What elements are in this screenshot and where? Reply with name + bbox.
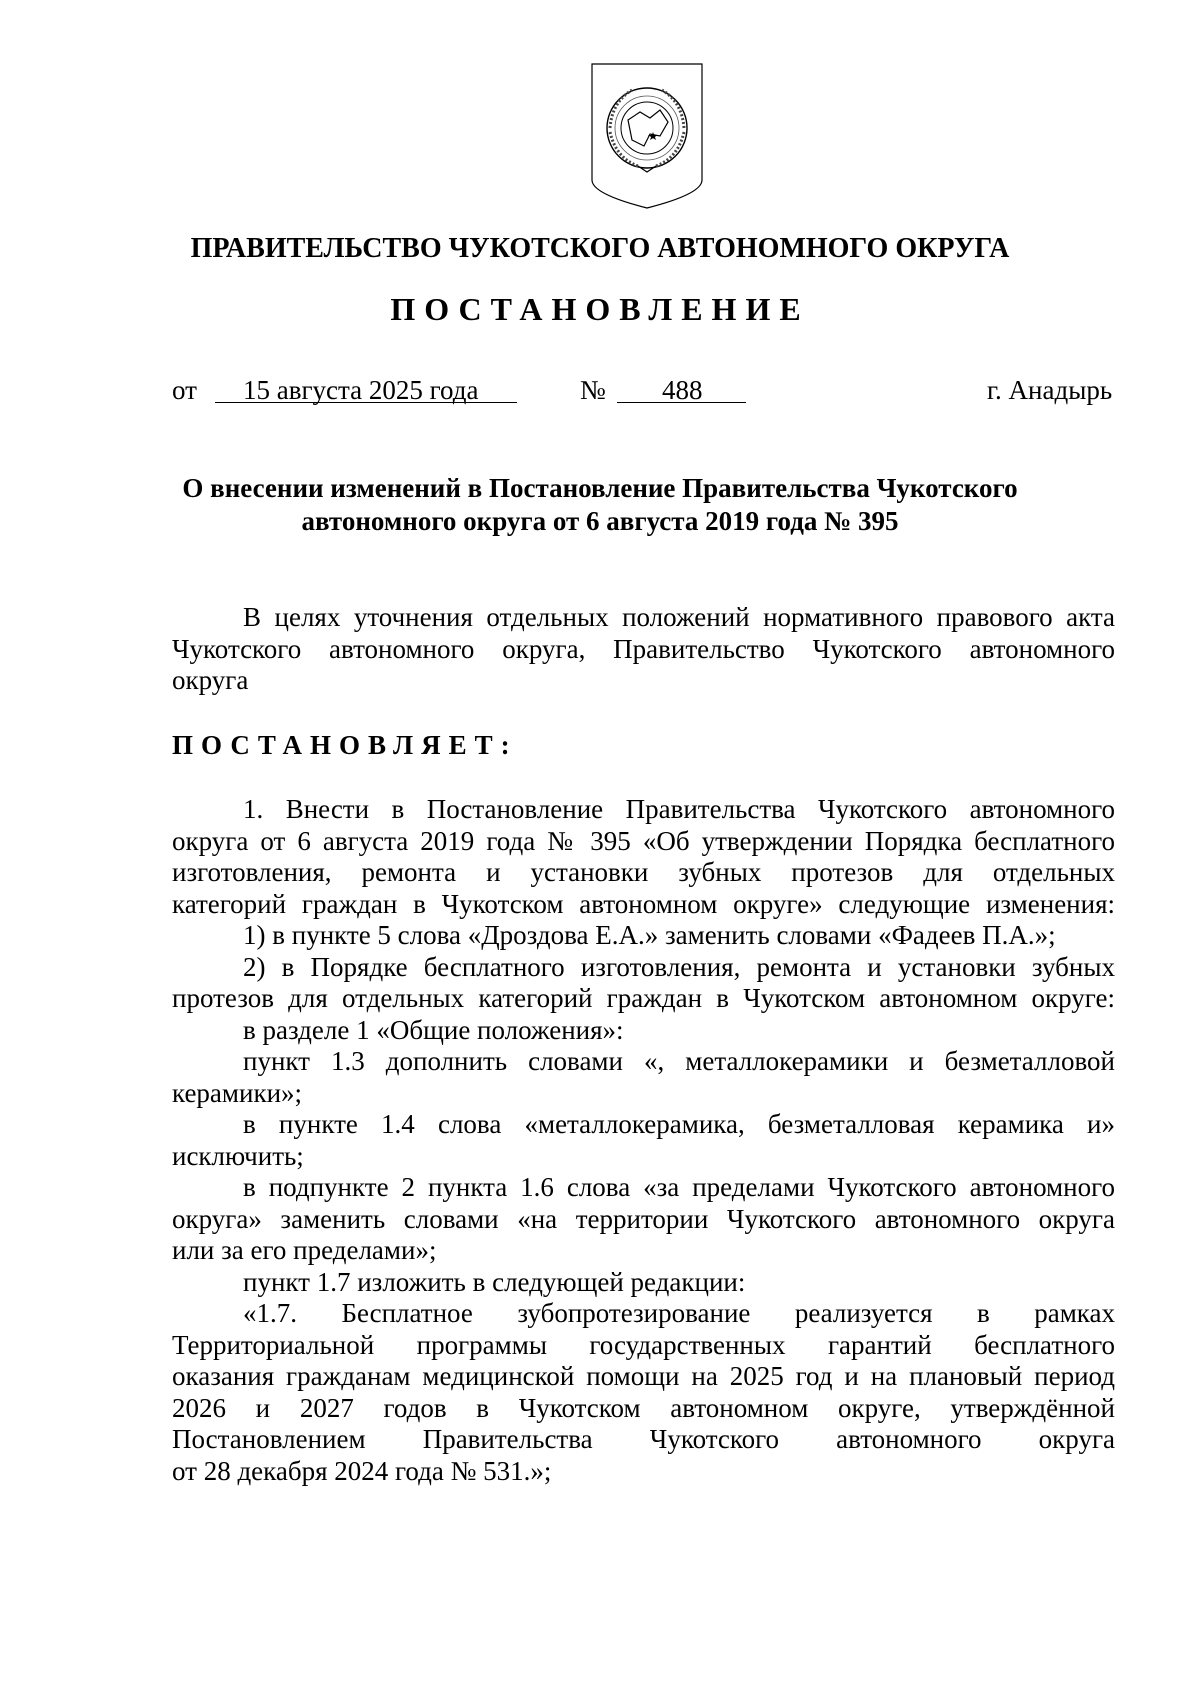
date-underline	[215, 402, 517, 403]
body-line: 1) в пункте 5 слова «Дроздова Е.А.» заменить словами «Фадеев П.А.»;	[243, 920, 1056, 950]
body-line: пункт 1.7 изложить в следующей редакции:	[243, 1266, 746, 1297]
document-number: 488	[662, 375, 703, 405]
number-underline	[617, 402, 746, 403]
preamble-line: В целях уточнения отдельных положений нормативного правового акта	[243, 602, 1115, 632]
coat-of-arms-emblem	[588, 62, 706, 210]
document-body	[172, 602, 1115, 1487]
body-line: Постановлением Правительства Чукотского автономного округа	[172, 1424, 1115, 1454]
document-type-title: ПОСТАНОВЛЕНИЕ	[390, 291, 810, 327]
city-name: г. Анадырь	[987, 375, 1113, 405]
document-date: 15 августа 2025 года	[243, 375, 479, 405]
body-line: 1. Внести в Постановление Правительства Чукотского автономного	[243, 794, 1115, 824]
body-line: керамики»;	[172, 1077, 303, 1108]
body-line: или за его пределами»;	[172, 1235, 437, 1265]
number-label: №	[580, 375, 606, 405]
body-line: в разделе 1 «Общие положения»:	[243, 1014, 624, 1045]
subject-line: О внесении изменений в Постановление Правительства Чукотского	[182, 473, 1018, 503]
body-line: оказания гражданам медицинской помощи на 2025 год и на плановый период	[172, 1361, 1115, 1391]
body-line: округа от 6 августа 2019 года № 395 «Об утверждении Порядка бесплатного	[172, 825, 1115, 856]
body-line: «1.7. Бесплатное зубопротезирование реализуется в рамках	[243, 1298, 1115, 1328]
body-line: 2026 и 2027 годов в Чукотском автономном округе, утверждённой	[172, 1392, 1115, 1423]
body-line: исключить;	[172, 1140, 304, 1171]
body-line: округа» заменить словами «на территории Чукотского автономного округа	[172, 1203, 1115, 1234]
decree-word: ПОСТАНОВЛЯЕТ:	[172, 729, 518, 760]
subject-line: автономного округа от 6 августа 2019 года № 395	[301, 506, 899, 536]
government-title: ПРАВИТЕЛЬСТВО ЧУКОТСКОГО АВТОНОМНОГО ОКРУГА	[190, 233, 1010, 264]
body-line: категорий граждан в Чукотском автономном округе» следующие изменения:	[172, 888, 1115, 919]
document-subject	[0, 472, 1200, 538]
body-line: в пункте 1.4 слова «металлокерамика, безметалловая керамика и»	[243, 1109, 1115, 1139]
date-from-label: от	[172, 375, 197, 405]
preamble-line: округа	[172, 665, 249, 695]
body-line: в подпункте 2 пункта 1.6 слова «за пределами Чукотского автономного	[243, 1172, 1115, 1202]
body-line: изготовления, ремонта и установки зубных протезов для отдельных	[172, 857, 1115, 887]
body-line: от 28 декабря 2024 года № 531.»;	[172, 1455, 552, 1486]
body-line: пункт 1.3 дополнить словами «, металлокерамики и безметалловой	[243, 1046, 1115, 1076]
body-line: протезов для отдельных категорий граждан в Чукотском автономном округе:	[172, 983, 1115, 1013]
preamble-line: Чукотского автономного округа, Правительство Чукотского автономного	[172, 633, 1115, 664]
body-line: Территориальной программы государственных гарантий бесплатного	[172, 1329, 1115, 1360]
body-line: 2) в Порядке бесплатного изготовления, ремонта и установки зубных	[243, 951, 1115, 982]
